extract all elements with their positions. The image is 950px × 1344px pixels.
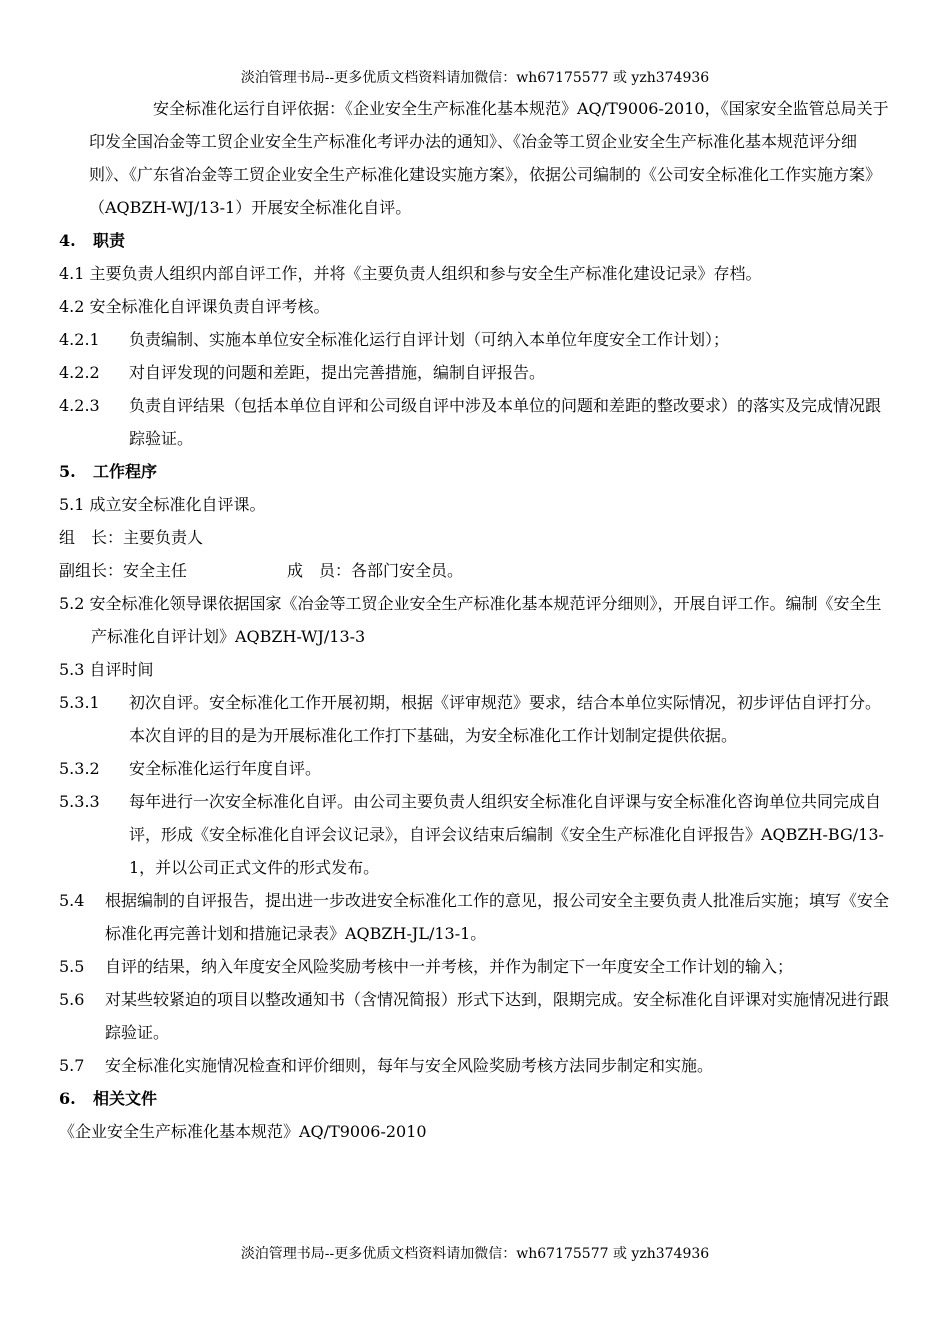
item-text: 对自评发现的问题和差距，提出完善措施，编制自评报告。: [129, 363, 546, 382]
item-text: 初次自评。安全标准化工作开展初期，根据《评审规范》要求，结合本单位实际情况，初步评估自评打分。本次自评的目的是为开展标准化工作打下基础，为安全标准化工作计划制定提供依据。: [129, 693, 882, 745]
item-number: 5.7: [59, 1056, 85, 1075]
para-4-2-3: [59, 389, 891, 455]
item-text: 安全标准化运行年度自评。: [129, 759, 322, 778]
para-4-2: 4.2 安全标准化自评课负责自评考核。: [59, 297, 330, 316]
page-footer: 淡泊管理书局--更多优质文档资料请加微信：wh67175577 或 yzh374936: [240, 1246, 710, 1262]
para-5-3-1: [59, 686, 891, 752]
para-5-6: [59, 983, 891, 1049]
para-5-3-2: [59, 752, 891, 785]
section-number: 4.: [59, 231, 76, 250]
para-5-7: [59, 1049, 891, 1082]
item-number: 4.2.1: [59, 330, 100, 349]
para-5-3: 5.3 自评时间: [59, 660, 154, 679]
item-number: 5.4: [59, 891, 85, 910]
item-number: 4.2.2: [59, 363, 100, 382]
item-text: 负责自评结果（包括本单位自评和公司级自评中涉及本单位的问题和差距的整改要求）的落实及完成情况跟踪验证。: [129, 396, 882, 448]
para-5-4: [59, 884, 891, 950]
group-leader: 组 长：主要负责人: [59, 528, 204, 547]
para-4-2-1: [59, 323, 891, 356]
para-5-1: 5.1 成立安全标准化自评课。: [59, 495, 266, 514]
intro-paragraph: 安全标准化运行自评依据：《企业安全生产标准化基本规范》AQ/T9006-2010，《国家安全监管总局关于印发全国冶金等工贸企业安全生产标准化考评办法的通知》、《冶金等工贸企业安全生产标准化基本规范评分细则》、《广东省冶金等工贸企业安全生产标准化建设实施方案》，依据公司编制的《公司安全标准化工作实施方案》（AQBZH-WJ/13-1）开展安全标准化自评。: [89, 99, 889, 217]
section-title: 工作程序: [93, 462, 158, 481]
related-document: 《企业安全生产标准化基本规范》AQ/T9006-2010: [59, 1122, 427, 1141]
para-5-2: 5.2 安全标准化领导课依据国家《冶金等工贸企业安全生产标准化基本规范评分细则》，开展自评工作。编制《安全生产标准化自评计划》AQBZH-WJ/13-3: [59, 594, 882, 646]
item-number: 5.6: [59, 990, 85, 1009]
item-text: 负责编制、实施本单位安全标准化运行自评计划（可纳入本单位年度安全工作计划）；: [129, 330, 730, 349]
para-4-2-2: [59, 356, 891, 389]
section-number: 5.: [59, 462, 76, 481]
group-deputy-members: [59, 554, 891, 587]
group-deputy: 副组长：安全主任: [59, 561, 188, 580]
section-4-heading: [59, 224, 891, 257]
page-header: 淡泊管理书局--更多优质文档资料请加微信：wh67175577 或 yzh374936: [240, 70, 710, 86]
group-members: 成 员：各部门安全员。: [287, 561, 464, 580]
item-text: 每年进行一次安全标准化自评。由公司主要负责人组织安全标准化自评课与安全标准化咨询单位共同完成自评，形成《安全标准化自评会议记录》，自评会议结束后编制《安全生产标准化自评报告》AQBZH-BG/13-1，并以公司正式文件的形式发布。: [129, 792, 884, 877]
section-title: 职责: [93, 231, 126, 250]
item-text: 安全标准化实施情况检查和评价细则，每年与安全风险奖励考核方法同步制定和实施。: [105, 1056, 714, 1075]
item-text: 对某些较紧迫的项目以整改通知书（含情况简报）形式下达到，限期完成。安全标准化自评课对实施情况进行跟踪验证。: [105, 990, 890, 1042]
section-number: 6.: [59, 1089, 76, 1108]
item-number: 4.2.3: [59, 396, 100, 415]
section-title: 相关文件: [93, 1089, 158, 1108]
para-4-1: 4.1 主要负责人组织内部自评工作，并将《主要负责人组织和参与安全生产标准化建设记录》存档。: [59, 264, 762, 283]
section-6-heading: [59, 1082, 891, 1115]
item-number: 5.5: [59, 957, 85, 976]
para-5-5: [59, 950, 891, 983]
para-5-3-3: [59, 785, 891, 884]
item-text: 根据编制的自评报告，提出进一步改进安全标准化工作的意见，报公司安全主要负责人批准后实施；填写《安全标准化再完善计划和措施记录表》AQBZH-JL/13-1。: [105, 891, 890, 943]
document-body: [59, 92, 891, 1148]
item-text: 自评的结果，纳入年度安全风险奖励考核中一并考核，并作为制定下一年度安全工作计划的输入；: [105, 957, 794, 976]
item-number: 5.3.1: [59, 693, 100, 712]
section-5-heading: [59, 455, 891, 488]
item-number: 5.3.3: [59, 792, 100, 811]
item-number: 5.3.2: [59, 759, 100, 778]
